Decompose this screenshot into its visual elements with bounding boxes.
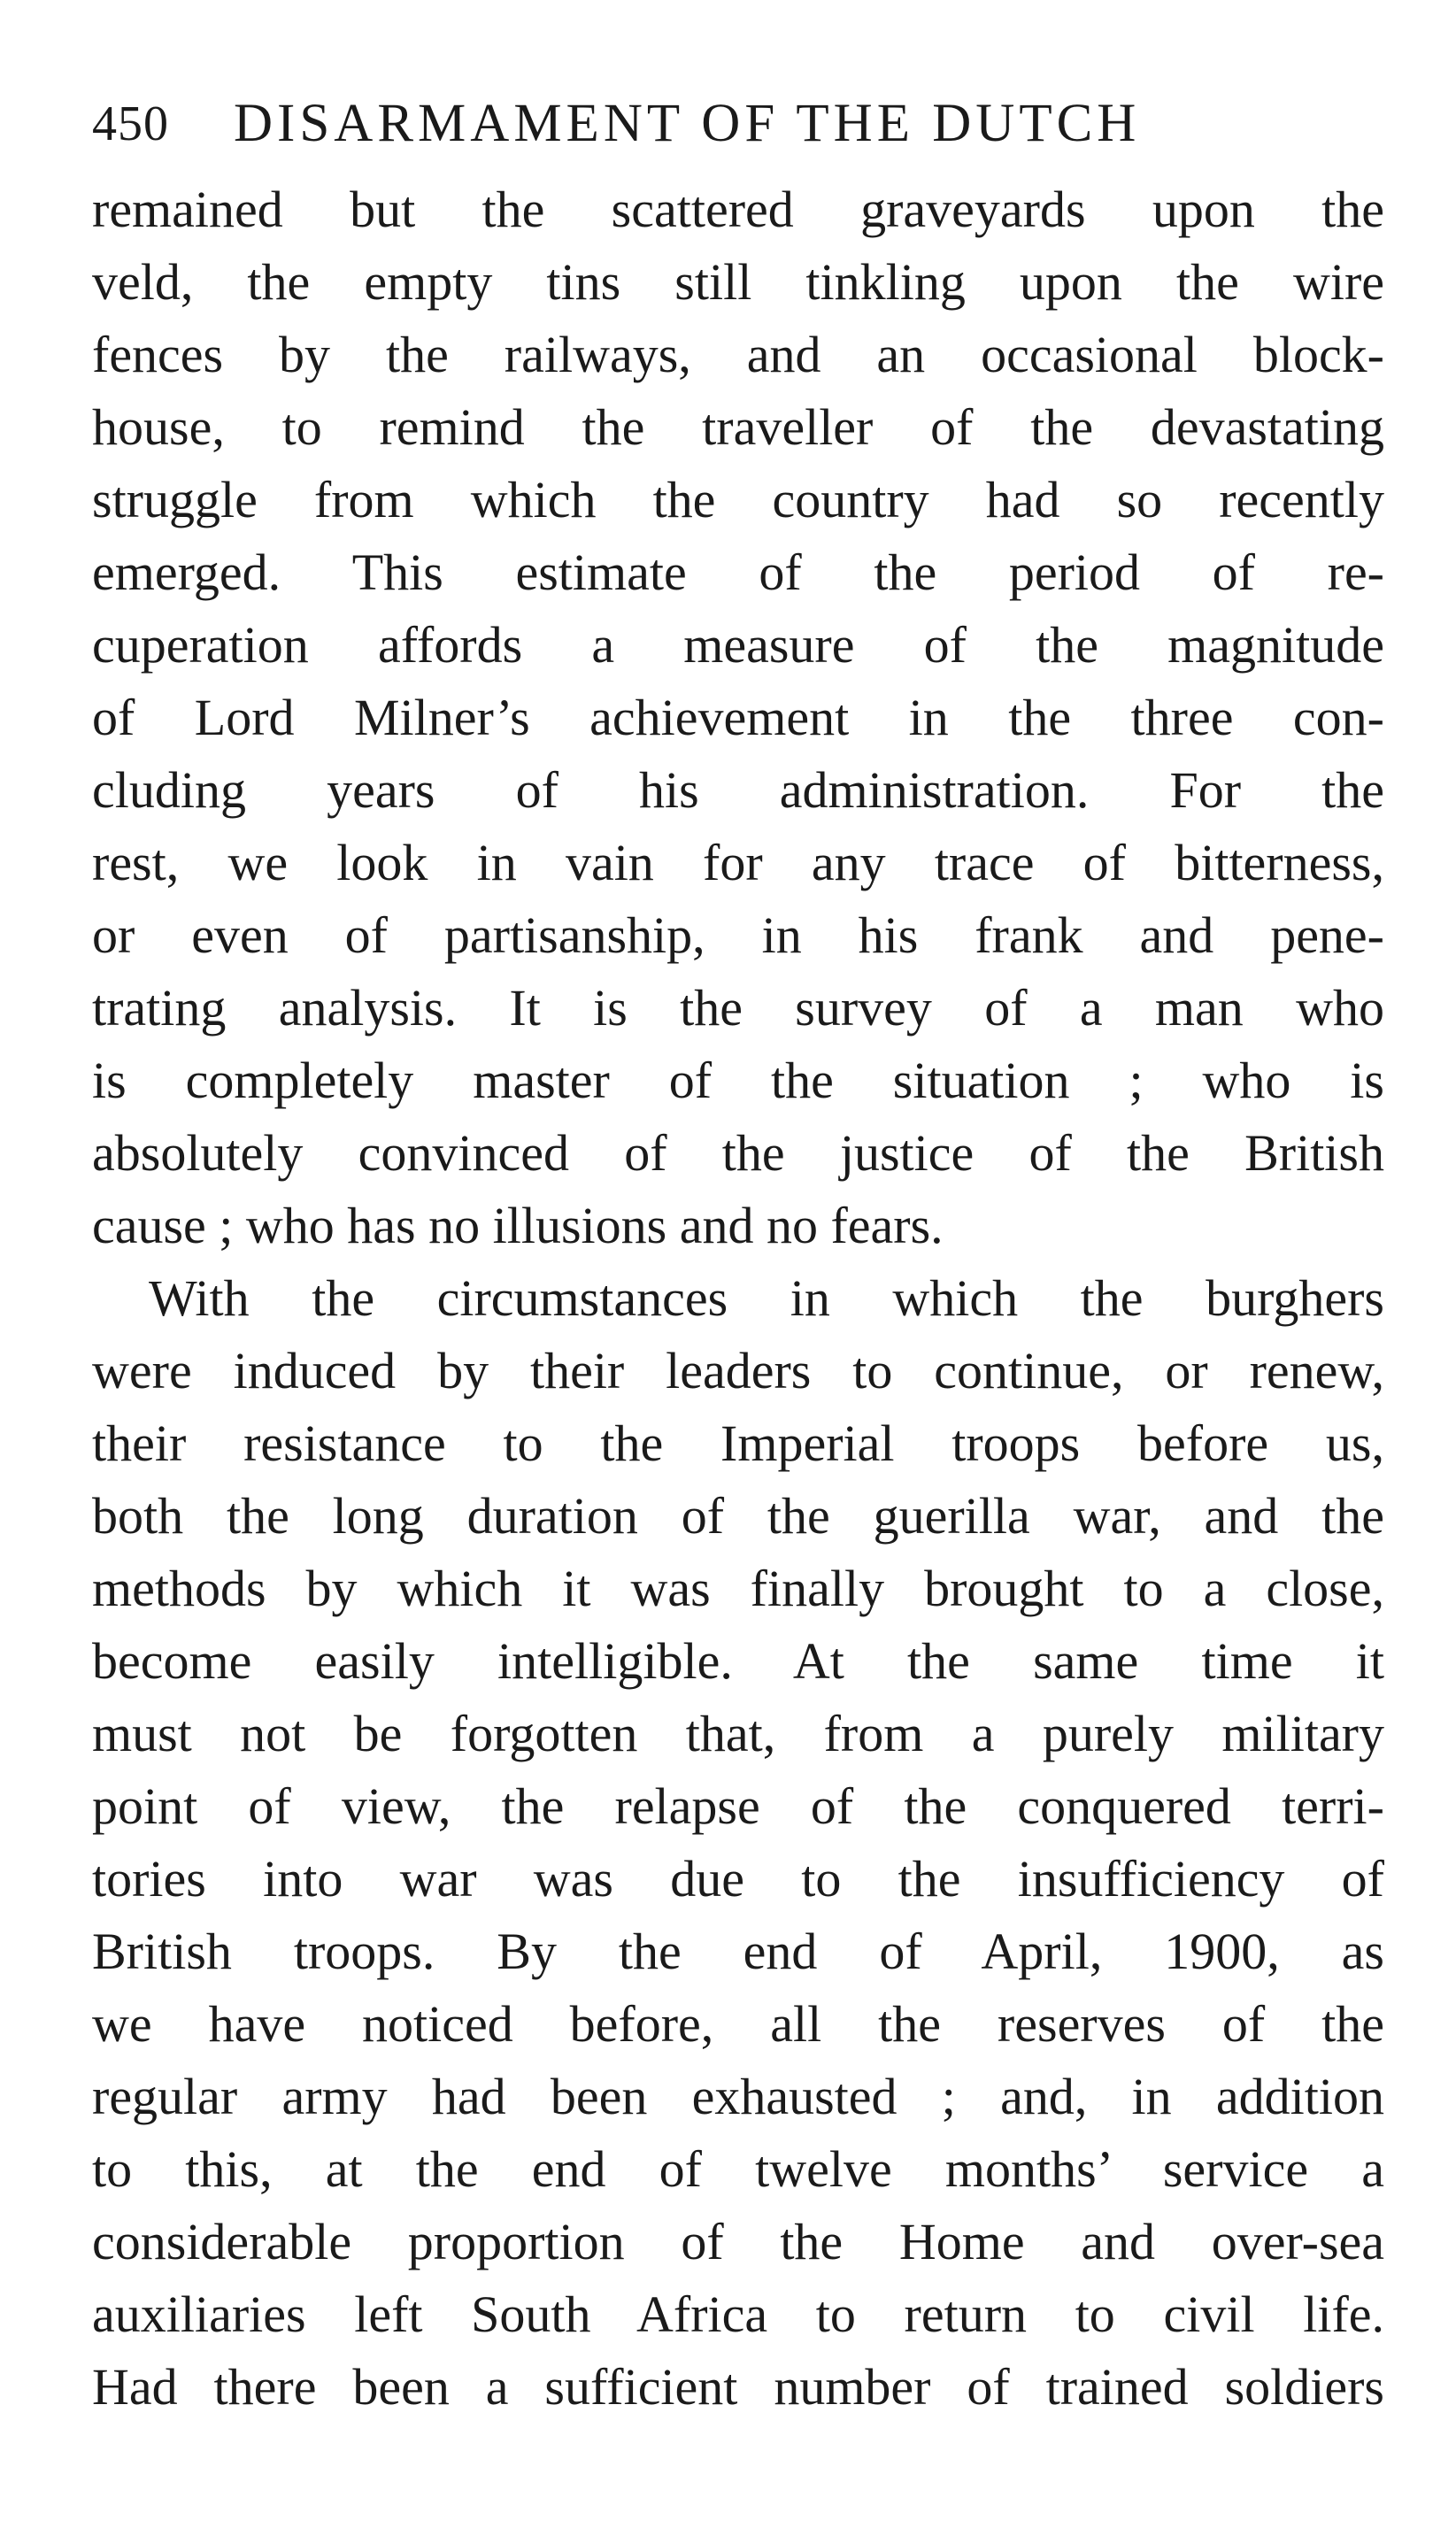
text-line: trating analysis. It is the survey of a man who <box>92 979 1384 1037</box>
text-line: we have noticed before, all the reserves of the <box>92 1995 1384 2053</box>
text-line: were induced by their leaders to continue, or renew, <box>92 1342 1384 1399</box>
text-line: emerged. This estimate of the period of re- <box>92 543 1384 601</box>
text-line: absolutely convinced of the justice of the British <box>92 1124 1384 1182</box>
text-line: both the long duration of the guerilla war, and the <box>92 1487 1384 1545</box>
text-line: point of view, the relapse of the conquered terri- <box>92 1777 1384 1835</box>
text-line: auxiliaries left South Africa to return to civil life. <box>92 2285 1384 2343</box>
text-line: methods by which it was finally brought to a close, <box>92 1560 1384 1617</box>
text-line: fences by the railways, and an occasional block- <box>92 326 1384 383</box>
text-line: their resistance to the Imperial troops before us, <box>92 1414 1384 1472</box>
text-line: remained but the scattered graveyards upon the <box>92 181 1384 238</box>
text-line: must not be forgotten that, from a purely military <box>92 1705 1384 1762</box>
text-line: veld, the empty tins still tinkling upon the wire <box>92 253 1384 311</box>
text-line: of Lord Milner’s achievement in the three con- <box>92 689 1384 746</box>
text-line: cluding years of his administration. For the <box>92 761 1384 819</box>
text-line: With the circumstances in which the burghers <box>149 1269 1384 1327</box>
paragraph-2 <box>92 1262 1384 2424</box>
text-line: rest, we look in vain for any trace of bitterness, <box>92 834 1384 891</box>
text-line: British troops. By the end of April, 1900, as <box>92 1923 1384 1980</box>
paragraph-1 <box>92 173 1384 1262</box>
page-number: 450 <box>92 96 169 151</box>
text-line: regular army had been exhausted ; and, in addition <box>92 2068 1384 2125</box>
text-line: cause ; who has no illusions and no fears. <box>92 1197 944 1254</box>
text-line: Had there been a sufficient number of trained soldiers <box>92 2358 1384 2416</box>
text-line: house, to remind the traveller of the devastating <box>92 398 1384 456</box>
text-line: is completely master of the situation ; who is <box>92 1052 1384 1109</box>
text-line: tories into war was due to the insufficiency of <box>92 1850 1384 1908</box>
page-header <box>92 84 1384 164</box>
text-line: to this, at the end of twelve months’ service a <box>92 2140 1384 2198</box>
text-line: cuperation affords a measure of the magnitude <box>92 616 1384 674</box>
body-text <box>92 173 1384 2424</box>
text-line: considerable proportion of the Home and over-sea <box>92 2213 1384 2270</box>
running-title: DISARMAMENT OF THE DUTCH <box>234 94 1141 153</box>
text-line: struggle from which the country had so recently <box>92 471 1384 528</box>
text-line: or even of partisanship, in his frank and pene- <box>92 906 1384 964</box>
text-line: become easily intelligible. At the same time it <box>92 1632 1384 1690</box>
